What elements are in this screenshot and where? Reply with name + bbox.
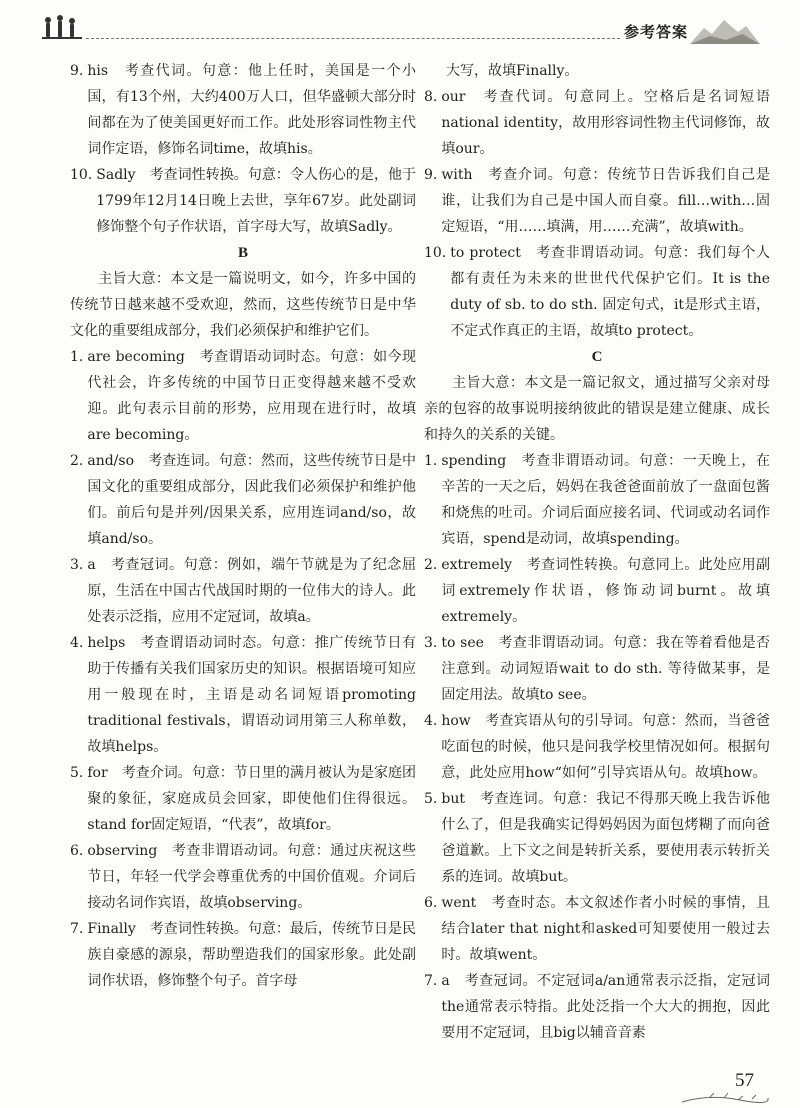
people-figures-icon xyxy=(40,14,86,44)
answer-text: his 考查代词。句意：他上任时，美国是一个小国，有13个州，大约400万人口，但华盛顿大部分时间都在为了使美国更好而工作。此处形容词性物主代词作定语，修饰名词time，故填his。 xyxy=(87,63,416,157)
answer-number: 4. xyxy=(424,713,438,729)
answer-text: Sadly 考查词性转换。句意：令人伤心的是，他于1799年12月14日晚上去世，享年67岁。此处副词修饰整个句子作状语，首字母大写，故填Sadly。 xyxy=(96,167,416,235)
continued-text: 大写，故填Finally。 xyxy=(446,63,579,79)
answer-number: 3. xyxy=(70,557,84,573)
answer-item xyxy=(70,916,416,994)
answer-number: 1. xyxy=(70,349,84,365)
answer-number: 9. xyxy=(70,63,84,79)
page-header xyxy=(40,8,760,48)
answer-number: 5. xyxy=(70,765,84,781)
right-column xyxy=(424,58,770,1046)
answer-number: 7. xyxy=(424,973,438,989)
answer-number: 10. xyxy=(424,245,447,261)
right-items-b xyxy=(424,84,770,344)
answer-item xyxy=(424,84,770,162)
footer-branch-decoration-icon xyxy=(680,1092,770,1106)
header-title: 参考答案 xyxy=(623,23,688,41)
page-number: 57 xyxy=(735,1070,754,1091)
answer-number: 4. xyxy=(70,635,84,651)
answer-item xyxy=(424,240,770,344)
answer-number: 1. xyxy=(424,453,438,469)
header-divider xyxy=(86,38,620,39)
answer-text: went 考查时态。本文叙述作者小时候的事情，且结合later that night和asked可知要使用一般过去时。故填went。 xyxy=(441,895,770,963)
answer-item xyxy=(70,630,416,760)
left-column xyxy=(70,58,416,994)
answer-text: but 考查连词。句意：我记不得那天晚上我告诉他什么了，但是我确实记得妈妈因为面包烤糊了而向爸爸道歉。上下文之间是转折关系，要使用表示转折关系的连词。故填but。 xyxy=(441,791,770,885)
answer-text: Finally 考查词性转换。句意：最后，传统节日是民族自豪感的源泉，帮助塑造我们的国家形象。此处副词作状语，修饰整个句子。首字母 xyxy=(87,921,416,989)
answer-text: our 考查代词。句意同上。空格后是名词短语national identity，故用形容词性物主代词修饰，故填our。 xyxy=(441,89,770,157)
answer-item xyxy=(70,162,416,240)
answer-text: to see 考查非谓语动词。句意：我在等着看他是否注意到。动词短语wait to do sth. 等待做某事，是固定用法。故填to see。 xyxy=(441,635,770,703)
section-b-summary: 主旨大意：本文是一篇说明文，如今，许多中国的传统节日越来越不受欢迎，然而，这些传统节日是中华文化的重要组成部分，我们必须保护和维护它们。 xyxy=(70,271,416,339)
answer-number: 2. xyxy=(70,453,84,469)
answer-number: 8. xyxy=(424,89,438,105)
section-c-heading: C xyxy=(591,349,603,365)
answer-number: 5. xyxy=(424,791,438,807)
answer-text: a 考查冠词。不定冠词a/an通常表示泛指，定冠词the通常表示特指。此处泛指一个大大的拥抱，因此要用不定冠词，且big以辅音音素 xyxy=(441,973,770,1041)
answer-text: to protect 考查非谓语动词。句意：我们每个人都有责任为未来的世世代代保护它们。It is the duty of sb. to do sth. 固定句式，it是形式主语，不定式作真正的主语，故填to protect。 xyxy=(450,245,770,339)
answer-item xyxy=(424,786,770,890)
answer-item xyxy=(70,344,416,448)
answer-text: a 考查冠词。句意：例如，端午节就是为了纪念屈原，生活在中国古代战国时期的一位伟大的诗人。此处表示泛指，应用不定冠词，故填a。 xyxy=(87,557,416,625)
answer-text: for 考查介词。句意：节日里的满月被认为是家庭团聚的象征，家庭成员会回家，即使他们住得很远。stand for固定短语，“代表”，故填for。 xyxy=(87,765,416,833)
answer-item xyxy=(70,448,416,552)
answer-number: 6. xyxy=(70,843,84,859)
answer-number: 7. xyxy=(70,921,84,937)
answer-item xyxy=(70,838,416,916)
answer-text: observing 考查非谓语动词。句意：通过庆祝这些节日，年轻一代学会尊重优秀的中国价值观。介词后接动名词作宾语，故填observing。 xyxy=(87,843,416,911)
answer-number: 2. xyxy=(424,557,438,573)
answer-text: are becoming 考查谓语动词时态。句意：如今现代社会，许多传统的中国节日正变得越来越不受欢迎。此句表示目前的形势，应用现在进行时，故填are becoming。 xyxy=(87,349,416,443)
answer-number: 3. xyxy=(424,635,438,651)
answer-item xyxy=(424,968,770,1046)
answer-text: how 考查宾语从句的引导词。句意：然而，当爸爸吃面包的时候，他只是问我学校里情况如何。根据句意，此处应用how“如何”引导宾语从句。故填how。 xyxy=(441,713,770,781)
answer-number: 6. xyxy=(424,895,438,911)
answer-item xyxy=(424,890,770,968)
answer-number: 10. xyxy=(70,167,93,183)
answer-item xyxy=(424,448,770,552)
answer-number: 9. xyxy=(424,167,438,183)
right-items-c xyxy=(424,448,770,1046)
answer-item xyxy=(424,162,770,240)
answer-text: and/so 考查连词。句意：然而，这些传统节日是中国文化的重要组成部分，因此我们必须保护和维护他们。前后句是并列/因果关系，应用连词and/so，故填and/so。 xyxy=(87,453,416,547)
answer-item xyxy=(424,552,770,630)
section-c-summary: 主旨大意：本文是一篇记叙文，通过描写父亲对母亲的包容的故事说明接纳彼此的错误是建立健康、成长和持久的关系的关键。 xyxy=(424,375,770,443)
mountain-decoration-icon xyxy=(690,18,760,44)
answer-item xyxy=(70,760,416,838)
answer-item xyxy=(70,58,416,162)
answer-text: helps 考查谓语动词时态。句意：推广传统节日有助于传播有关我们国家历史的知识。根据语境可知应用一般现在时，主语是动名词短语promoting traditional festivals，谓语动词用第三人称单数，故填helps。 xyxy=(87,635,416,755)
answer-item xyxy=(424,630,770,708)
left-items-b xyxy=(70,344,416,994)
answer-text: with 考查介词。句意：传统节日告诉我们自己是谁，让我们为自己是中国人而自豪。fill…with…固定短语，“用……填满，用……充满”，故填with。 xyxy=(441,167,770,235)
answer-text: spending 考查非谓语动词。句意：一天晚上，在辛苦的一天之后，妈妈在我爸爸面前放了一盘面包酱和烧焦的吐司。介词后面应接名词、代词或动名词作宾语，spend是动词，故填spending。 xyxy=(441,453,770,547)
answer-item xyxy=(424,708,770,786)
answer-item xyxy=(70,552,416,630)
answer-text: extremely 考查词性转换。句意同上。此处应用副词extremely作状语，修饰动词burnt。故填extremely。 xyxy=(441,557,770,625)
section-b-heading: B xyxy=(237,245,248,261)
left-items-a xyxy=(70,58,416,240)
